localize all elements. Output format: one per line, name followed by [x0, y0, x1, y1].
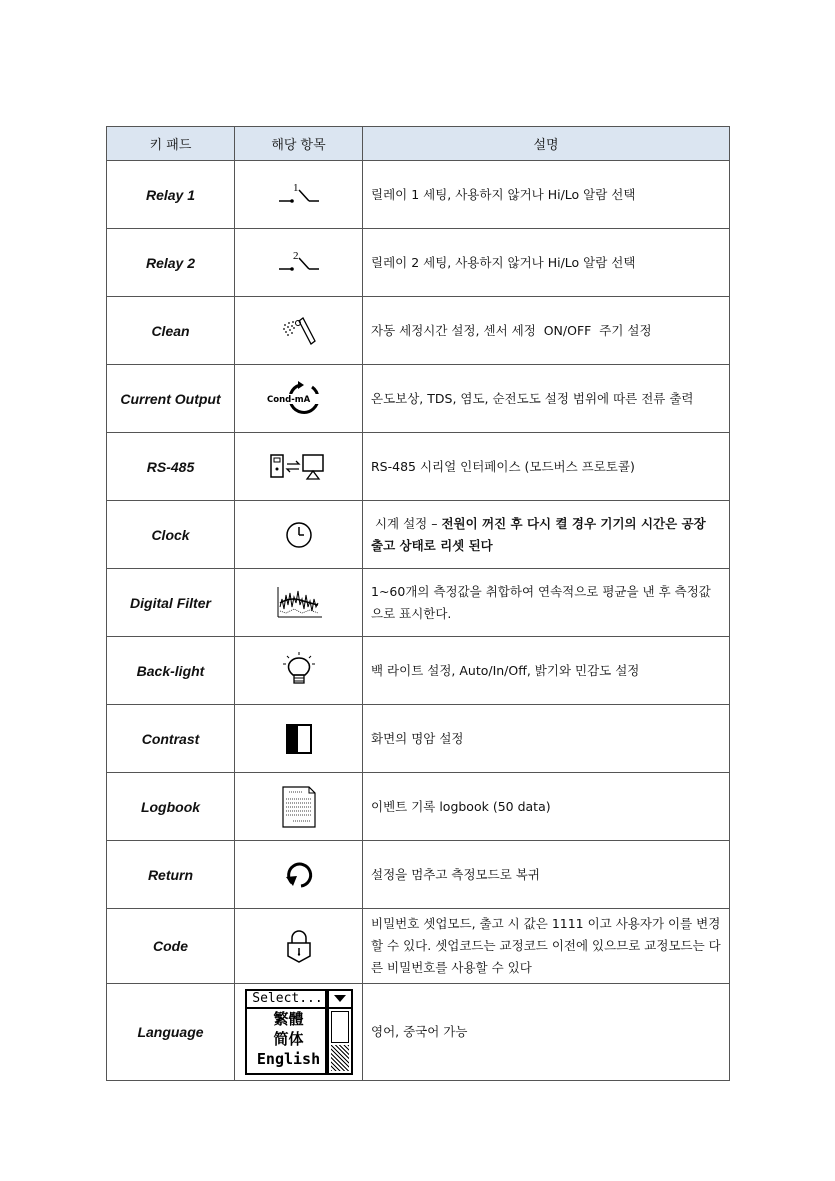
key-label: Relay 2	[107, 229, 235, 297]
table-row	[107, 365, 730, 433]
lcd-scroll-thumb	[331, 1011, 349, 1043]
key-label: RS-485	[107, 433, 235, 501]
table-row	[107, 909, 730, 984]
row-description: 릴레이 2 세팅, 사용하지 않거나 Hi/Lo 알람 선택	[363, 229, 730, 297]
table-row	[107, 841, 730, 909]
table-row	[107, 161, 730, 229]
table-row	[107, 773, 730, 841]
return-icon	[283, 864, 315, 883]
lcd-option: 繁體	[273, 1010, 304, 1028]
rs485-icon	[269, 456, 329, 475]
digital-filter-icon	[274, 592, 324, 611]
row-description: 영어, 중국어 가능	[363, 984, 730, 1081]
key-label: Code	[107, 909, 235, 984]
table-header-row	[107, 127, 730, 161]
cond-ma-icon	[264, 388, 334, 407]
key-label: Clean	[107, 297, 235, 365]
key-label: Return	[107, 841, 235, 909]
light-bulb-icon	[281, 660, 317, 679]
row-description: 백 라이트 설정, Auto/In/Off, 밝기와 민감도 설정	[363, 637, 730, 705]
header-item: 해당 항목	[235, 127, 363, 161]
clock-icon	[284, 524, 314, 543]
row-description: 설정을 멈추고 측정모드로 복귀	[363, 841, 730, 909]
row-description	[363, 501, 730, 569]
key-label: Current Output	[107, 365, 235, 433]
table-row	[107, 501, 730, 569]
logbook-icon	[279, 796, 319, 815]
lcd-select-label: Select...	[247, 991, 325, 1007]
header-keypad: 키 패드	[107, 127, 235, 161]
key-label: Language	[107, 984, 235, 1081]
row-description: 비밀번호 셋업모드, 출고 시 값은 1111 이고 사용자가 이를 변경할 수 있다. 셋업코드는 교정코드 이전에 있으므로 교정모드는 다른 비밀번호를 사용할 수 있다	[363, 909, 730, 984]
row-description: RS-485 시리얼 인터페이스 (모드버스 프로토콜)	[363, 433, 730, 501]
table-row	[107, 297, 730, 365]
contrast-icon	[284, 728, 314, 747]
relay-1-icon	[277, 181, 321, 203]
key-label: Back-light	[107, 637, 235, 705]
lcd-scrollbar	[329, 1009, 351, 1073]
clean-spray-icon	[277, 320, 321, 339]
svg-text:2: 2	[292, 249, 298, 262]
row-description: 1~60개의 측정값을 취합하여 연속적으로 평균을 낸 후 측정값으로 표시한다.	[363, 569, 730, 637]
row-description: 화면의 명암 설정	[363, 705, 730, 773]
table-row	[107, 637, 730, 705]
table-row	[107, 984, 730, 1081]
cond-ma-label: Cond-mA	[266, 394, 310, 405]
svg-text:1: 1	[292, 181, 298, 194]
lcd-option: English	[256, 1050, 321, 1068]
keypad-table	[106, 126, 730, 1081]
table-row	[107, 569, 730, 637]
row-description: 이벤트 기록 logbook (50 data)	[363, 773, 730, 841]
key-label: Logbook	[107, 773, 235, 841]
lock-icon	[284, 936, 314, 955]
key-label: Contrast	[107, 705, 235, 773]
row-description: 릴레이 1 세팅, 사용하지 않거나 Hi/Lo 알람 선택	[363, 161, 730, 229]
table-row	[107, 705, 730, 773]
clock-desc-bold: 전원이 꺼진 후 다시 켤 경우 기기의 시간은 공장 출고 상태로 리셋 된다	[371, 515, 706, 553]
clock-desc-normal: 시계 설정 –	[371, 515, 442, 531]
row-description: 자동 세정시간 설정, 센서 세정 ON/OFF 주기 설정	[363, 297, 730, 365]
key-label: Digital Filter	[107, 569, 235, 637]
key-label: Clock	[107, 501, 235, 569]
table-row	[107, 433, 730, 501]
table-row	[107, 229, 730, 297]
lcd-language-list	[247, 1009, 325, 1073]
lcd-scroll-track	[331, 1045, 349, 1071]
chevron-down-icon	[329, 991, 351, 1007]
relay-2-icon	[277, 249, 321, 271]
row-description: 온도보상, TDS, 염도, 순전도도 설정 범위에 따른 전류 출력	[363, 365, 730, 433]
key-label: Relay 1	[107, 161, 235, 229]
lcd-option: 简体	[273, 1030, 304, 1048]
language-lcd-icon	[245, 989, 353, 1075]
header-description: 설명	[363, 127, 730, 161]
